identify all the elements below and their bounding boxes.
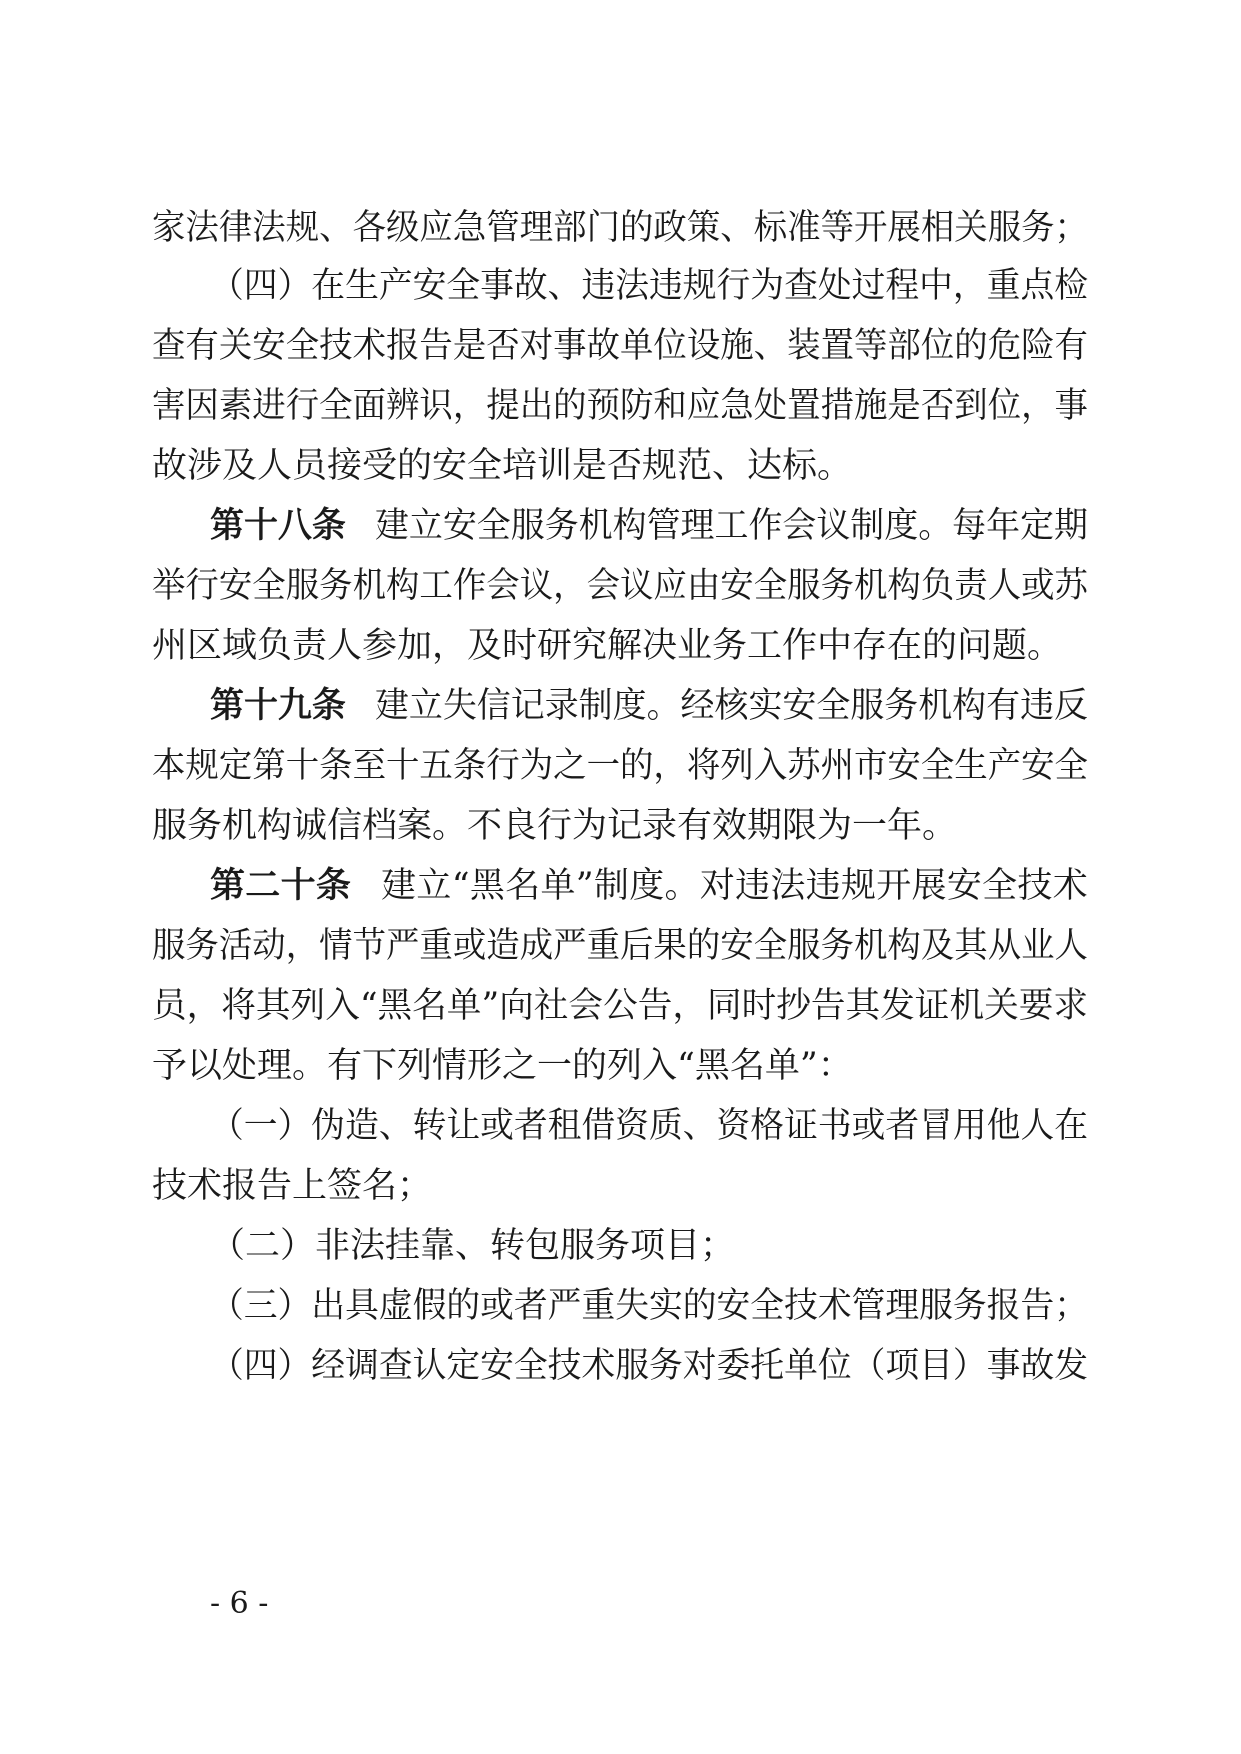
body-line — [0, 976, 1241, 1036]
article-18-text — [210, 496, 1088, 556]
line-text: （三）出具虚假的或者严重失实的安全技术管理服务报告； — [210, 1286, 1088, 1326]
body-line — [0, 198, 1241, 258]
line-text: 建立安全服务机构管理工作会议制度。每年定期 — [374, 506, 1088, 546]
article-20-text — [210, 856, 1088, 916]
line-text: （四）经调查认定安全技术服务对委托单位（项目）事故发 — [210, 1346, 1088, 1386]
line-text: 员，将其列入“黑名单”向社会公告，同时抄告其发证机关要求 — [152, 986, 1088, 1026]
line-text: 服务活动，情节严重或造成严重后果的安全服务机构及其从业人 — [152, 926, 1088, 966]
body-line — [0, 736, 1241, 796]
line-text: 查有关安全技术报告是否对事故单位设施、装置等部位的危险有 — [152, 326, 1088, 366]
line-text: （一）伪造、转让或者租借资质、资格证书或者冒用他人在 — [210, 1106, 1088, 1146]
body-line — [0, 1096, 1241, 1156]
line-text: 建立“黑名单”制度。对违法违规开展安全技术 — [381, 866, 1088, 906]
body-line — [0, 316, 1241, 376]
line-text: 害因素进行全面辨识，提出的预防和应急处置措施是否到位，事 — [152, 386, 1088, 426]
article-19-text — [210, 676, 1088, 736]
body-line — [0, 1156, 1241, 1216]
article-18-heading: 第十八条 — [210, 506, 346, 546]
line-text: 故涉及人员接受的安全培训是否规范、达标。 — [152, 446, 853, 486]
body-line — [0, 556, 1241, 616]
body-line — [0, 376, 1241, 436]
body-line — [0, 1336, 1241, 1396]
body-line — [0, 616, 1241, 676]
line-text: （二）非法挂靠、转包服务项目； — [210, 1226, 736, 1266]
body-line — [0, 916, 1241, 976]
article-20-line — [0, 856, 1241, 916]
line-text: 予以处理。有下列情形之一的列入“黑名单”： — [152, 1046, 853, 1086]
body-line — [0, 1276, 1241, 1336]
body-line — [0, 436, 1241, 496]
article-20-heading: 第二十条 — [210, 866, 352, 906]
line-text: 服务机构诚信档案。不良行为记录有效期限为一年。 — [152, 806, 958, 846]
page-number: - 6 - — [210, 1586, 269, 1621]
article-19-line — [0, 676, 1241, 736]
line-text: 建立失信记录制度。经核实安全服务机构有违反 — [374, 686, 1088, 726]
article-19-heading: 第十九条 — [210, 686, 346, 726]
body-line — [0, 256, 1241, 316]
line-text: （四）在生产安全事故、违法违规行为查处过程中，重点检 — [210, 266, 1088, 306]
article-18-line — [0, 496, 1241, 556]
line-text: 本规定第十条至十五条行为之一的，将列入苏州市安全生产安全 — [152, 746, 1088, 786]
line-text: 州区域负责人参加，及时研究解决业务工作中存在的问题。 — [152, 626, 1063, 666]
line-text: 举行安全服务机构工作会议，会议应由安全服务机构负责人或苏 — [152, 566, 1088, 606]
line-text: 家法律法规、各级应急管理部门的政策、标准等开展相关服务； — [152, 208, 1088, 248]
body-line — [0, 1036, 1241, 1096]
body-line — [0, 1216, 1241, 1276]
line-text: 技术报告上签名； — [152, 1166, 433, 1206]
body-line — [0, 796, 1241, 856]
